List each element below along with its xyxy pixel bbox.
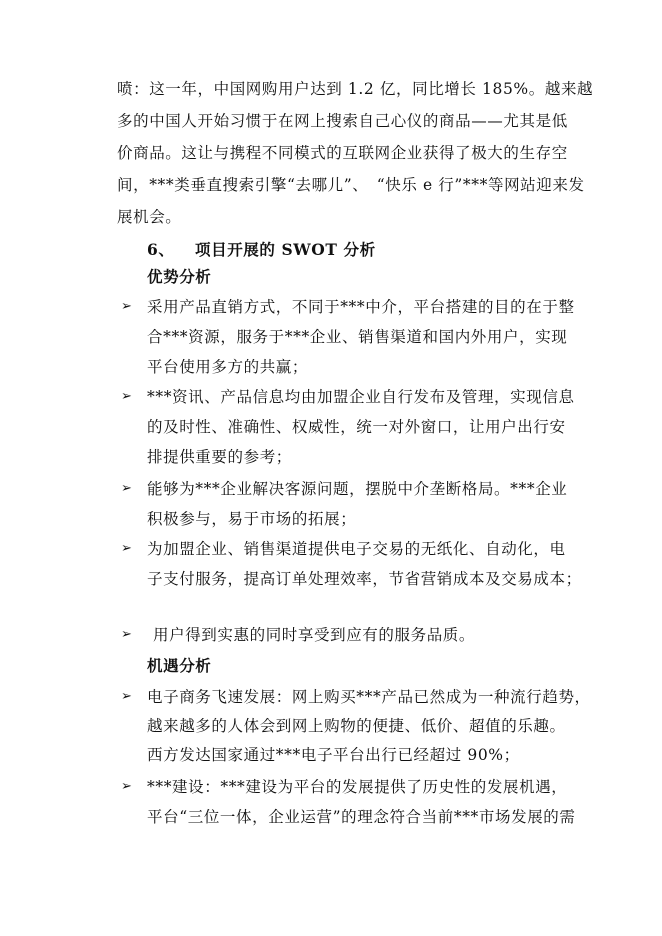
opportunity-item-line: 越来越多的人体会到网上购物的便捷、低价、超值的乐趣。 <box>147 717 566 735</box>
strength-item-line: 采用产品直销方式，不同于***中介，平台搭建的目的在于整 <box>147 298 575 316</box>
opportunity-item-line: 平台“三位一体，企业运营”的理念符合当前***市场发展的需 <box>147 808 576 826</box>
strengths-heading: 优势分析 <box>147 267 212 286</box>
bullet-arrow-icon: ➢ <box>121 389 132 404</box>
bullet-arrow-icon: ➢ <box>121 779 132 794</box>
bullet-arrow-icon: ➢ <box>121 689 132 704</box>
section-number: 6、 <box>147 240 175 259</box>
section-title: 项目开展的 SWOT 分析 <box>195 240 376 259</box>
strength-item-line: ***资讯、产品信息均由加盟企业自行发布及管理，实现信息 <box>147 388 575 406</box>
strength-item-line: 积极参与，易于市场的拓展； <box>147 510 357 528</box>
strength-item-line: 排提供重要的参考； <box>147 448 292 466</box>
bullet-arrow-icon: ➢ <box>121 627 132 642</box>
opportunity-item-line: 电子商务飞速发展：网上购买***产品已然成为一种流行趋势， <box>147 688 591 706</box>
bullet-arrow-icon: ➢ <box>121 299 132 314</box>
strength-item-line: 子支付服务，提高订单处理效率，节省营销成本及交易成本； <box>147 570 582 588</box>
strength-item-line: 能够为***企业解决客源问题，摆脱中介垄断格局。***企业 <box>147 480 568 498</box>
opportunity-item-line: 西方发达国家通过***电子平台出行已经超过 90%； <box>147 746 520 764</box>
strength-item-line: 合***资源，服务于***企业、销售渠道和国内外用户，实现 <box>147 328 568 346</box>
strength-item-line: 为加盟企业、销售渠道提供电子交易的无纸化、自动化，电 <box>147 540 566 558</box>
intro-line: 展机会。 <box>117 208 182 226</box>
intro-line: 多的中国人开始习惯于在网上搜索自己心仪的商品——尤其是低 <box>117 112 568 130</box>
intro-line: 间，***类垂直搜索引擎“去哪儿”、 “快乐 e 行”***等网站迎来发 <box>117 176 585 194</box>
intro-line: 价商品。这让与携程不同模式的互联网企业获得了极大的生存空 <box>117 144 568 162</box>
opportunity-item-line: ***建设：***建设为平台的发展提供了历史性的发展机遇， <box>147 778 568 796</box>
bullet-arrow-icon: ➢ <box>121 541 132 556</box>
strength-item-line: 的及时性、准确性、权威性，统一对外窗口，让用户出行安 <box>147 418 566 436</box>
strength-item-line: 用户得到实惠的同时享受到应有的服务品质。 <box>153 626 476 644</box>
strength-item-line: 平台使用多方的共赢； <box>147 358 309 376</box>
intro-line: 喷：这一年，中国网购用户达到 1.2 亿，同比增长 185%。越来越 <box>117 80 594 98</box>
opportunities-heading: 机遇分析 <box>147 656 212 675</box>
bullet-arrow-icon: ➢ <box>121 481 132 496</box>
